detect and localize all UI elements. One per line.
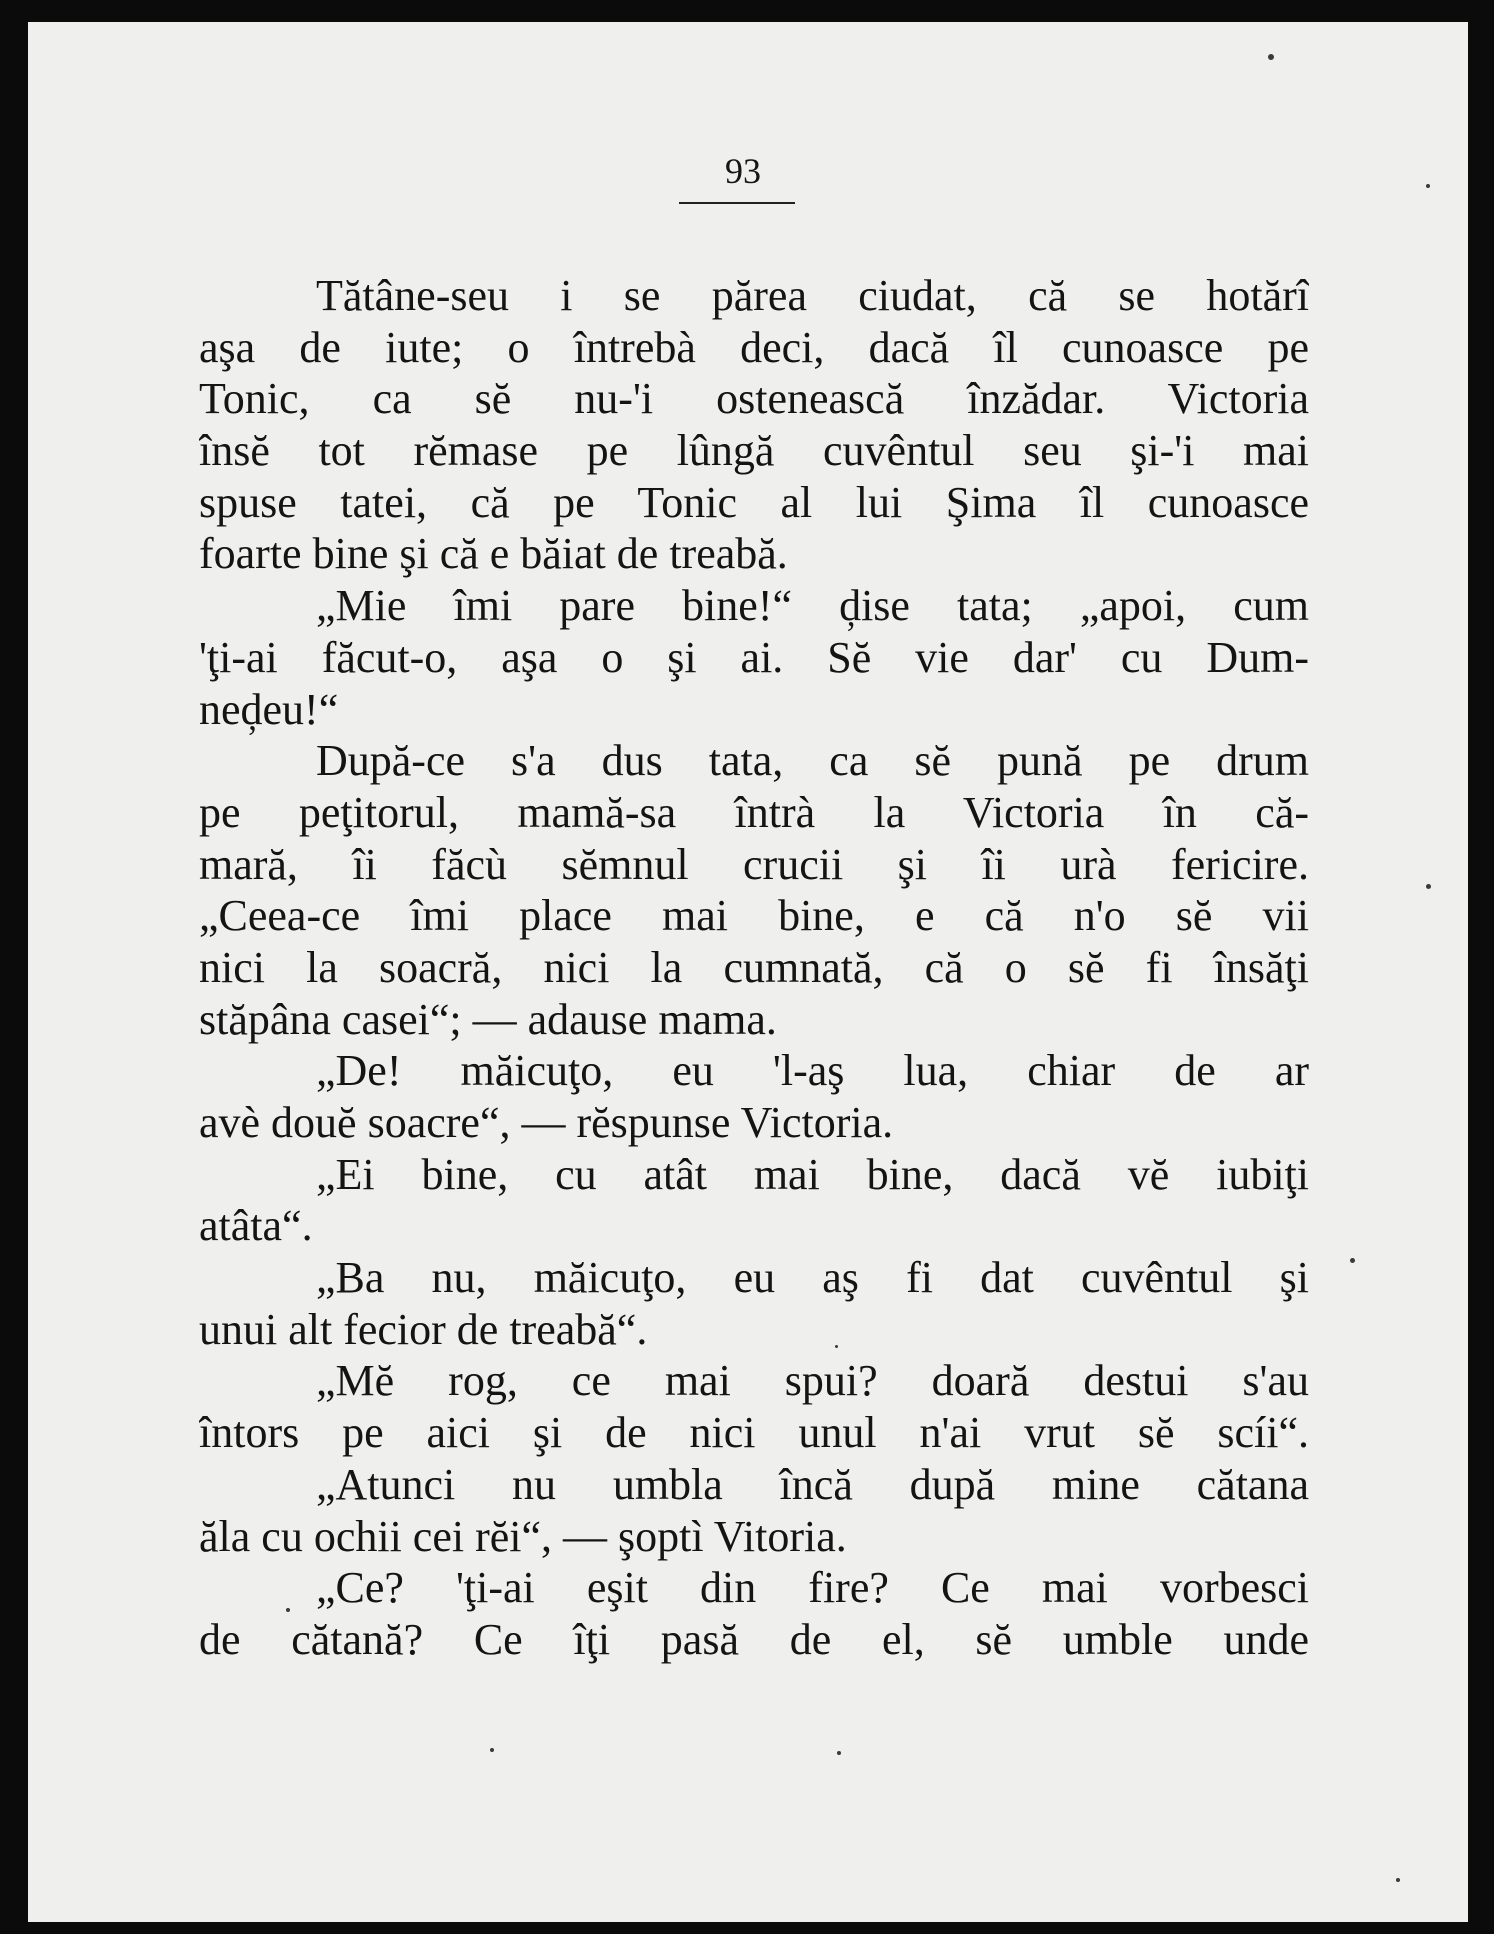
text-line: spuse tatei, că pe Tonic al lui Şima îl cunoasce	[199, 477, 1309, 527]
text-line: „Mĕ rog, ce mai spui? doară destui s'au	[316, 1356, 1309, 1406]
text-line: „Ba nu, măicuţo, eu aş fi dat cuvêntul şi	[316, 1253, 1309, 1303]
text-line: „Ce? 'ţi-ai eşit din fire? Ce mai vorbesci	[316, 1563, 1309, 1613]
page-number-rule	[679, 202, 795, 204]
text-line: Tonic, ca sĕ nu-'i ostenească înzădar. Victoria	[199, 374, 1309, 424]
text-line: pe peţitorul, mamă-sa întrà la Victoria în că-	[199, 787, 1309, 837]
text-line: „Mie îmi pare bine!“ ḑise tata; „apoi, cum	[316, 581, 1309, 631]
text-line: După-ce s'a dus tata, ca sĕ pună pe drum	[316, 736, 1309, 786]
scan-speck	[490, 1748, 494, 1752]
text-line: de cătană? Ce îţi pasă de el, sĕ umble unde	[199, 1614, 1309, 1664]
scan-speck	[1426, 184, 1430, 188]
text-line: „Ceea-ce îmi place mai bine, e că n'o sĕ vii	[199, 891, 1309, 941]
text-line: nici la soacră, nici la cumnată, că o sĕ fi însăţi	[199, 942, 1309, 992]
text-line: foarte bine şi că e băiat de treabă.	[199, 529, 788, 579]
text-line: mară, îi făcù sĕmnul crucii şi îi urà fericire.	[199, 839, 1309, 889]
scan-speck	[1350, 1258, 1355, 1263]
text-line: avè douĕ soacre“, — rĕspunse Victoria.	[199, 1098, 894, 1147]
text-line: ăla cu ochii cei rĕi“, — şoptì Vitoria.	[199, 1511, 847, 1561]
text-line: unui alt fecior de treabă“.	[199, 1304, 648, 1354]
scan-speck	[1268, 54, 1274, 60]
text-line: 'ţi-ai făcut-o, aşa o şi ai. Sĕ vie dar' cu Dum-	[199, 632, 1309, 682]
scan-speck	[835, 1345, 838, 1348]
text-line: întors pe aici şi de nici unul n'ai vrut sĕ scíi“.	[199, 1408, 1309, 1458]
text-line: „Ei bine, cu atât mai bine, dacă vĕ iubiţi	[316, 1149, 1309, 1199]
scan-speck	[837, 1751, 841, 1755]
text-line: aşa de iute; o întrebà deci, dacă îl cunoasce pe	[199, 322, 1309, 372]
paper-sheet	[28, 22, 1468, 1922]
text-line: Tătâne-seu i se părea ciudat, că se hotărî	[316, 271, 1309, 320]
scan-speck	[1426, 884, 1431, 889]
body-text	[199, 270, 1309, 1666]
text-line: însĕ tot rĕmase pe lûngă cuvêntul seu şi-'i mai	[199, 426, 1309, 476]
text-line: neḑeu!“	[199, 684, 339, 734]
text-line: atâta“.	[199, 1201, 313, 1251]
scan-speck	[1396, 1878, 1400, 1882]
page-number: 93	[725, 151, 761, 191]
text-line: „Atunci nu umbla încă după mine cătana	[316, 1459, 1309, 1509]
scan-speck	[286, 1608, 290, 1612]
text-line: stăpâna casei“; — adause mama.	[199, 994, 777, 1044]
text-line: „De! măicuţo, eu 'l-aş lua, chiar de ar	[316, 1046, 1309, 1096]
